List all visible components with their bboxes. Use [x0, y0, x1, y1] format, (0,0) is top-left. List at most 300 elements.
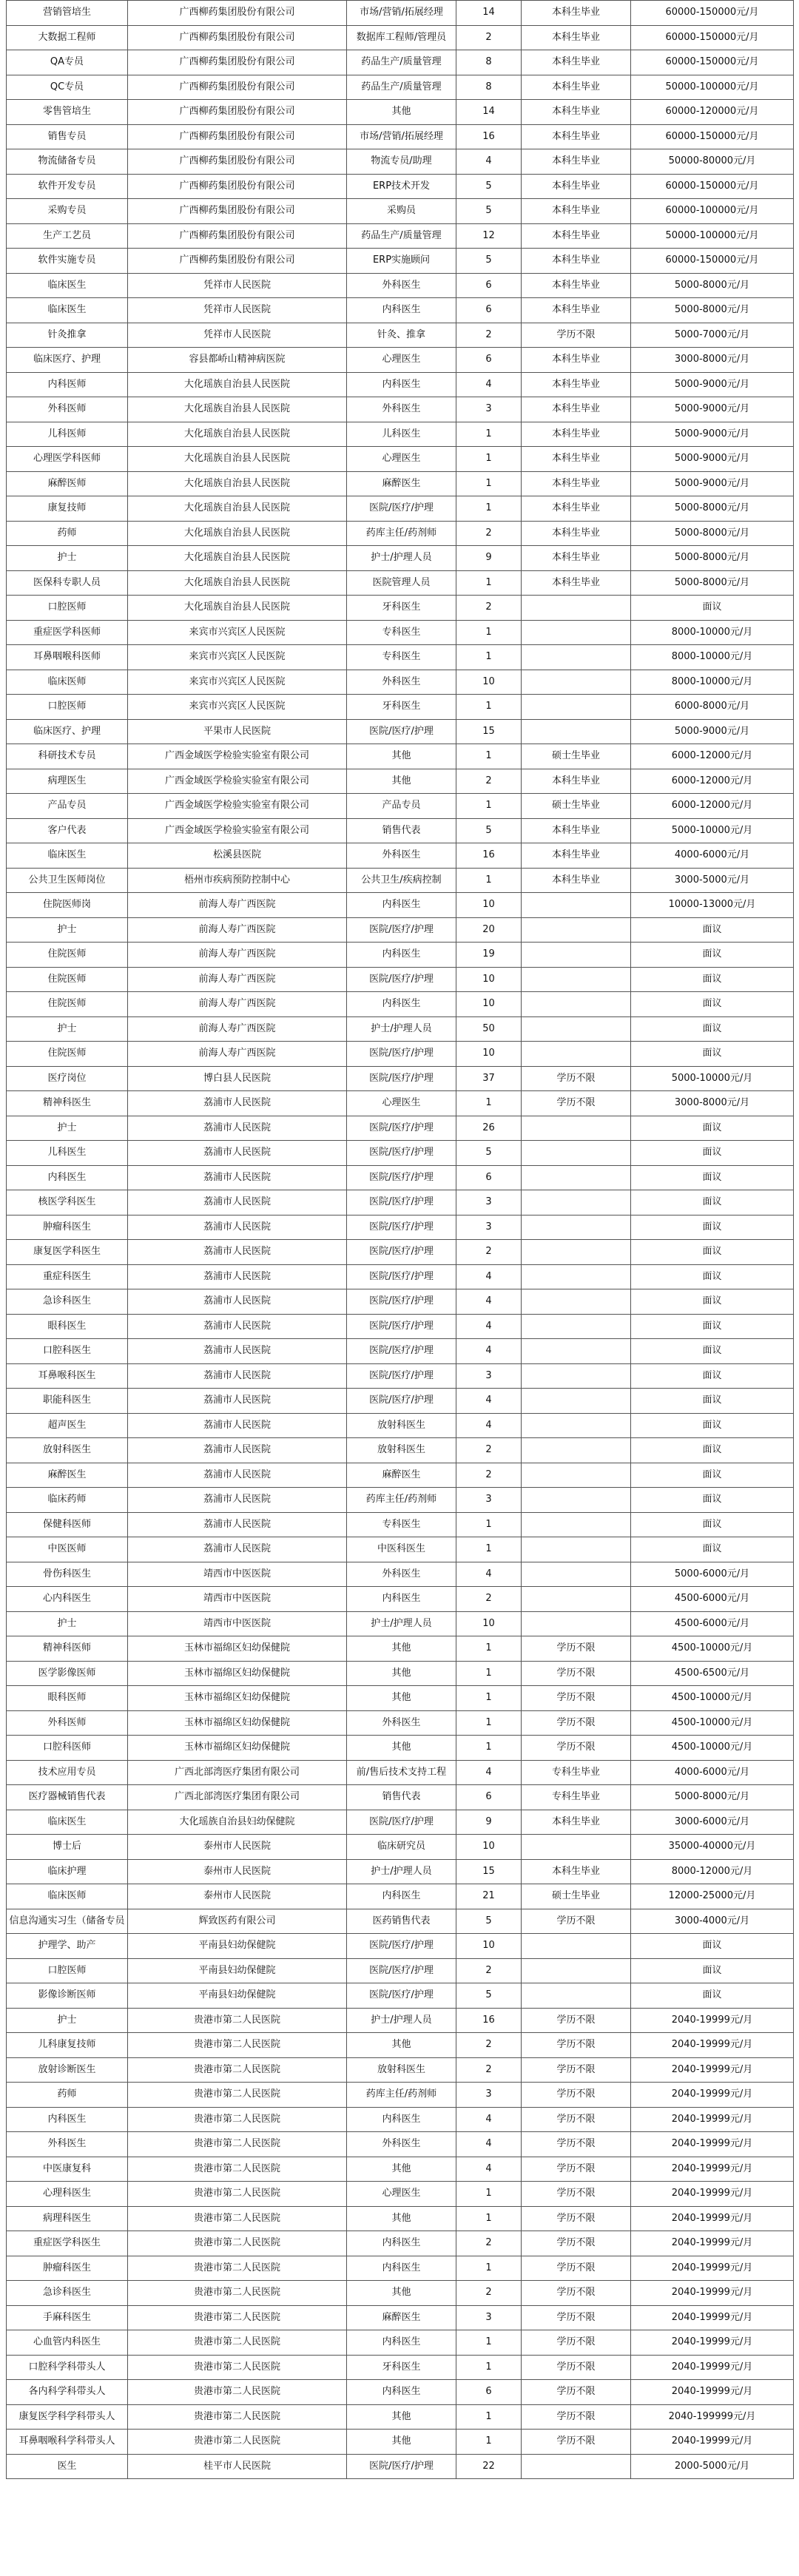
headcount-cell: 16: [456, 124, 522, 149]
education-cell: 硕士生毕业: [522, 1884, 631, 1909]
headcount-cell: 1: [456, 645, 522, 670]
table-row: [7, 2330, 794, 2356]
job-title-cell: 临床医疗、护理: [7, 719, 128, 744]
table-row: [7, 843, 794, 869]
education-cell: 学历不限: [522, 2206, 631, 2231]
table-row: [7, 1363, 794, 1389]
category-cell: 牙科医生: [347, 695, 456, 720]
employer-cell: 前海人寿广西医院: [128, 893, 347, 918]
category-cell: 内科医生: [347, 372, 456, 397]
employer-cell: 荔浦市人民医院: [128, 1438, 347, 1463]
category-cell: 药品生产/质量管理: [347, 75, 456, 100]
education-cell: 本科生毕业: [522, 769, 631, 794]
employer-cell: 大化瑶族自治县人民医院: [128, 422, 347, 447]
education-cell: 学历不限: [522, 2305, 631, 2330]
salary-cell: 5000-7000元/月: [631, 323, 794, 348]
job-title-cell: 康复医学科医生: [7, 1240, 128, 1265]
table-row: [7, 1512, 794, 1537]
table-row: [7, 2256, 794, 2281]
headcount-cell: 2: [456, 25, 522, 50]
salary-cell: 2040-19999元/月: [631, 2281, 794, 2306]
salary-cell: 面议: [631, 967, 794, 992]
employer-cell: 广西柳药集团股份有限公司: [128, 249, 347, 274]
table-row: [7, 1116, 794, 1141]
education-cell: 本科生毕业: [522, 298, 631, 323]
education-cell: [522, 1042, 631, 1067]
table-row: [7, 2033, 794, 2058]
table-row: [7, 1, 794, 26]
table-row: [7, 967, 794, 992]
employer-cell: 靖西市中医医院: [128, 1611, 347, 1636]
headcount-cell: 15: [456, 1859, 522, 1884]
education-cell: 本科生毕业: [522, 1810, 631, 1835]
education-cell: 本科生毕业: [522, 100, 631, 125]
job-title-cell: 手麻科医生: [7, 2305, 128, 2330]
category-cell: 医院/医疗/护理: [347, 1042, 456, 1067]
headcount-cell: 6: [456, 273, 522, 298]
headcount-cell: 10: [456, 1934, 522, 1959]
category-cell: 其他: [347, 2157, 456, 2182]
employer-cell: 泰州市人民医院: [128, 1884, 347, 1909]
education-cell: [522, 1488, 631, 1513]
employer-cell: 贵港市第二人民医院: [128, 2083, 347, 2108]
salary-cell: 面议: [631, 1512, 794, 1537]
salary-cell: 面议: [631, 1264, 794, 1289]
job-title-cell: 重症医学科医师: [7, 620, 128, 645]
education-cell: [522, 620, 631, 645]
employer-cell: 容县都峤山精神病医院: [128, 348, 347, 373]
job-title-cell: 针灸推拿: [7, 323, 128, 348]
job-title-cell: 住院医师: [7, 1042, 128, 1067]
employer-cell: 来宾市兴宾区人民医院: [128, 620, 347, 645]
employer-cell: 贵港市第二人民医院: [128, 2033, 347, 2058]
salary-cell: 8000-10000元/月: [631, 670, 794, 695]
employer-cell: 大化瑶族自治县人民医院: [128, 546, 347, 571]
education-cell: [522, 1016, 631, 1042]
table-row: [7, 2355, 794, 2380]
category-cell: 市场/营销/拓展经理: [347, 124, 456, 149]
education-cell: 本科生毕业: [522, 868, 631, 893]
headcount-cell: 9: [456, 1810, 522, 1835]
job-title-cell: 医疗岗位: [7, 1066, 128, 1091]
salary-cell: 2040-19999元/月: [631, 2083, 794, 2108]
headcount-cell: 1: [456, 1537, 522, 1562]
table-row: [7, 1859, 794, 1884]
headcount-cell: 2: [456, 1958, 522, 1983]
headcount-cell: 2: [456, 1240, 522, 1265]
salary-cell: 5000-8000元/月: [631, 570, 794, 596]
category-cell: 药品生产/质量管理: [347, 50, 456, 75]
category-cell: 其他: [347, 2033, 456, 2058]
employer-cell: 广西柳药集团股份有限公司: [128, 25, 347, 50]
table-row: [7, 596, 794, 621]
table-row: [7, 868, 794, 893]
category-cell: 物流专员/助理: [347, 149, 456, 175]
category-cell: 医院/医疗/护理: [347, 2454, 456, 2479]
job-title-cell: 软件开发专员: [7, 174, 128, 199]
salary-cell: 2040-199999元/月: [631, 2404, 794, 2430]
category-cell: 医院/医疗/护理: [347, 967, 456, 992]
education-cell: 本科生毕业: [522, 843, 631, 869]
education-cell: [522, 1537, 631, 1562]
salary-cell: 2040-19999元/月: [631, 2206, 794, 2231]
table-row: [7, 2231, 794, 2256]
education-cell: 学历不限: [522, 2355, 631, 2380]
education-cell: [522, 1512, 631, 1537]
salary-cell: 60000-150000元/月: [631, 50, 794, 75]
education-cell: [522, 1389, 631, 1414]
employer-cell: 贵港市第二人民医院: [128, 2057, 347, 2083]
table-row: [7, 422, 794, 447]
salary-cell: 60000-150000元/月: [631, 249, 794, 274]
headcount-cell: 10: [456, 1611, 522, 1636]
education-cell: 本科生毕业: [522, 397, 631, 422]
table-row: [7, 2107, 794, 2132]
headcount-cell: 5: [456, 199, 522, 224]
salary-cell: 8000-10000元/月: [631, 620, 794, 645]
job-title-cell: 麻醉医师: [7, 471, 128, 496]
table-row: [7, 1389, 794, 1414]
category-cell: 内科医生: [347, 2256, 456, 2281]
employer-cell: 贵港市第二人民医院: [128, 2107, 347, 2132]
job-title-cell: 住院医师: [7, 992, 128, 1017]
salary-cell: 2040-19999元/月: [631, 2157, 794, 2182]
job-title-cell: 心理科医生: [7, 2182, 128, 2207]
table-row: [7, 645, 794, 670]
education-cell: 本科生毕业: [522, 348, 631, 373]
employer-cell: 贵港市第二人民医院: [128, 2182, 347, 2207]
category-cell: 医院/医疗/护理: [347, 1264, 456, 1289]
job-title-cell: 住院医师: [7, 943, 128, 968]
table-row: [7, 546, 794, 571]
job-title-cell: 口腔科医生: [7, 1339, 128, 1364]
category-cell: 牙科医生: [347, 2355, 456, 2380]
education-cell: 本科生毕业: [522, 25, 631, 50]
headcount-cell: 50: [456, 1016, 522, 1042]
table-row: [7, 2404, 794, 2430]
education-cell: [522, 893, 631, 918]
table-row: [7, 1264, 794, 1289]
employer-cell: 广西金域医学检验实验室有限公司: [128, 818, 347, 843]
table-row: [7, 348, 794, 373]
table-row: [7, 1983, 794, 2009]
education-cell: [522, 719, 631, 744]
employer-cell: 广西柳药集团股份有限公司: [128, 75, 347, 100]
job-title-cell: 康复医学科学科带头人: [7, 2404, 128, 2430]
headcount-cell: 15: [456, 719, 522, 744]
job-title-cell: 各内科学科带头人: [7, 2380, 128, 2405]
job-title-cell: 口腔医师: [7, 1958, 128, 1983]
employer-cell: 广西金域医学检验实验室有限公司: [128, 769, 347, 794]
salary-cell: 面议: [631, 1958, 794, 1983]
education-cell: [522, 1215, 631, 1240]
job-title-cell: 肿瘤科医生: [7, 2256, 128, 2281]
education-cell: 本科生毕业: [522, 1859, 631, 1884]
salary-cell: 5000-8000元/月: [631, 496, 794, 522]
employer-cell: 玉林市福绵区妇幼保健院: [128, 1636, 347, 1662]
employer-cell: 荔浦市人民医院: [128, 1413, 347, 1438]
salary-cell: 面议: [631, 1240, 794, 1265]
headcount-cell: 14: [456, 100, 522, 125]
employer-cell: 荔浦市人民医院: [128, 1363, 347, 1389]
salary-cell: 4500-10000元/月: [631, 1736, 794, 1761]
table-row: [7, 1810, 794, 1835]
salary-cell: 2040-19999元/月: [631, 2033, 794, 2058]
employer-cell: 贵港市第二人民医院: [128, 2256, 347, 2281]
education-cell: [522, 1363, 631, 1389]
education-cell: [522, 992, 631, 1017]
table-row: [7, 496, 794, 522]
employer-cell: 贵港市第二人民医院: [128, 2281, 347, 2306]
employer-cell: 前海人寿广西医院: [128, 917, 347, 943]
headcount-cell: 3: [456, 2083, 522, 2108]
category-cell: 其他: [347, 1636, 456, 1662]
headcount-cell: 16: [456, 843, 522, 869]
education-cell: 学历不限: [522, 2430, 631, 2455]
education-cell: [522, 695, 631, 720]
employer-cell: 荔浦市人民医院: [128, 1091, 347, 1116]
table-row: [7, 2281, 794, 2306]
headcount-cell: 2: [456, 521, 522, 546]
category-cell: 采购员: [347, 199, 456, 224]
job-title-cell: 护士: [7, 2008, 128, 2033]
table-row: [7, 174, 794, 199]
salary-cell: 面议: [631, 917, 794, 943]
category-cell: 医院/医疗/护理: [347, 1983, 456, 2009]
category-cell: 市场/营销/拓展经理: [347, 1, 456, 26]
salary-cell: 面议: [631, 1141, 794, 1166]
category-cell: 心理医生: [347, 1091, 456, 1116]
salary-cell: 5000-9000元/月: [631, 471, 794, 496]
salary-cell: 8000-12000元/月: [631, 1859, 794, 1884]
headcount-cell: 10: [456, 992, 522, 1017]
salary-cell: 35000-40000元/月: [631, 1835, 794, 1860]
category-cell: 医药销售代表: [347, 1909, 456, 1934]
salary-cell: 50000-80000元/月: [631, 149, 794, 175]
salary-cell: 2040-19999元/月: [631, 2305, 794, 2330]
category-cell: 销售代表: [347, 1785, 456, 1810]
headcount-cell: 14: [456, 1, 522, 26]
employer-cell: 荔浦市人民医院: [128, 1537, 347, 1562]
category-cell: 外科医生: [347, 1562, 456, 1587]
employer-cell: 广西金域医学检验实验室有限公司: [128, 744, 347, 769]
category-cell: 医院/医疗/护理: [347, 1215, 456, 1240]
salary-cell: 60000-150000元/月: [631, 174, 794, 199]
headcount-cell: 9: [456, 546, 522, 571]
table-row: [7, 2057, 794, 2083]
salary-cell: 4500-10000元/月: [631, 1636, 794, 1662]
employer-cell: 广西柳药集团股份有限公司: [128, 50, 347, 75]
headcount-cell: 6: [456, 348, 522, 373]
job-title-cell: 中医康复科: [7, 2157, 128, 2182]
headcount-cell: 3: [456, 1190, 522, 1215]
employer-cell: 大化瑶族自治县人民医院: [128, 372, 347, 397]
category-cell: 数据库工程师/管理员: [347, 25, 456, 50]
job-title-cell: 儿科康复技师: [7, 2033, 128, 2058]
employer-cell: 荔浦市人民医院: [128, 1289, 347, 1315]
salary-cell: 面议: [631, 1016, 794, 1042]
job-title-cell: 儿科医生: [7, 1141, 128, 1166]
table-row: [7, 2454, 794, 2479]
job-title-cell: 销售专员: [7, 124, 128, 149]
salary-cell: 5000-8000元/月: [631, 273, 794, 298]
salary-cell: 2040-19999元/月: [631, 2107, 794, 2132]
salary-cell: 2040-19999元/月: [631, 2330, 794, 2356]
job-title-cell: 重症医学科医生: [7, 2231, 128, 2256]
job-title-cell: 重症科医生: [7, 1264, 128, 1289]
category-cell: 医院/医疗/护理: [347, 1934, 456, 1959]
employer-cell: 大化瑶族自治县人民医院: [128, 447, 347, 472]
employer-cell: 凭祥市人民医院: [128, 273, 347, 298]
employer-cell: 大化瑶族自治县人民医院: [128, 596, 347, 621]
category-cell: 放射科医生: [347, 2057, 456, 2083]
education-cell: 本科生毕业: [522, 546, 631, 571]
table-row: [7, 149, 794, 175]
job-title-cell: QA专员: [7, 50, 128, 75]
category-cell: 医院/医疗/护理: [347, 719, 456, 744]
job-title-cell: 科研技术专员: [7, 744, 128, 769]
education-cell: [522, 1289, 631, 1315]
job-title-cell: 口腔科医师: [7, 1736, 128, 1761]
salary-cell: 2000-5000元/月: [631, 2454, 794, 2479]
headcount-cell: 2: [456, 2281, 522, 2306]
headcount-cell: 4: [456, 1413, 522, 1438]
education-cell: 本科生毕业: [522, 372, 631, 397]
table-row: [7, 1240, 794, 1265]
job-title-cell: 精神科医师: [7, 1636, 128, 1662]
headcount-cell: 4: [456, 1562, 522, 1587]
headcount-cell: 2: [456, 769, 522, 794]
table-row: [7, 1835, 794, 1860]
employer-cell: 靖西市中医医院: [128, 1587, 347, 1612]
headcount-cell: 2: [456, 2231, 522, 2256]
category-cell: 麻醉医生: [347, 1463, 456, 1488]
education-cell: [522, 596, 631, 621]
salary-cell: 面议: [631, 1314, 794, 1339]
employer-cell: 松溪县医院: [128, 843, 347, 869]
employer-cell: 贵港市第二人民医院: [128, 2380, 347, 2405]
salary-cell: 面议: [631, 1389, 794, 1414]
employer-cell: 荔浦市人民医院: [128, 1190, 347, 1215]
category-cell: 医院/医疗/护理: [347, 1810, 456, 1835]
job-title-cell: 药师: [7, 2083, 128, 2108]
table-row: [7, 1190, 794, 1215]
salary-cell: 面议: [631, 1934, 794, 1959]
salary-cell: 5000-10000元/月: [631, 1066, 794, 1091]
employer-cell: 荔浦市人民医院: [128, 1512, 347, 1537]
category-cell: ERP技术开发: [347, 174, 456, 199]
salary-cell: 面议: [631, 943, 794, 968]
salary-cell: 5000-9000元/月: [631, 719, 794, 744]
category-cell: 公共卫生/疾病控制: [347, 868, 456, 893]
category-cell: 医院/医疗/护理: [347, 917, 456, 943]
employer-cell: 荔浦市人民医院: [128, 1165, 347, 1190]
category-cell: 专科医生: [347, 1512, 456, 1537]
salary-cell: 8000-10000元/月: [631, 645, 794, 670]
job-title-cell: 护士: [7, 546, 128, 571]
employer-cell: 贵港市第二人民医院: [128, 2355, 347, 2380]
job-title-cell: 急诊科医生: [7, 2281, 128, 2306]
job-title-cell: 外科医师: [7, 1710, 128, 1736]
salary-cell: 50000-100000元/月: [631, 223, 794, 249]
employer-cell: 靖西市中医医院: [128, 1562, 347, 1587]
table-row: [7, 1661, 794, 1686]
category-cell: 医院/医疗/护理: [347, 1240, 456, 1265]
employer-cell: 荔浦市人民医院: [128, 1314, 347, 1339]
salary-cell: 5000-8000元/月: [631, 546, 794, 571]
education-cell: [522, 1339, 631, 1364]
education-cell: 学历不限: [522, 2330, 631, 2356]
salary-cell: 6000-8000元/月: [631, 695, 794, 720]
headcount-cell: 10: [456, 1042, 522, 1067]
category-cell: 外科医生: [347, 273, 456, 298]
job-title-cell: 保健科医师: [7, 1512, 128, 1537]
job-title-cell: 信息沟通实习生（储备专员: [7, 1909, 128, 1934]
salary-cell: 3000-8000元/月: [631, 348, 794, 373]
headcount-cell: 2: [456, 1463, 522, 1488]
employer-cell: 广西柳药集团股份有限公司: [128, 124, 347, 149]
job-title-cell: 博士后: [7, 1835, 128, 1860]
salary-cell: 面议: [631, 1339, 794, 1364]
table-row: [7, 992, 794, 1017]
salary-cell: 50000-100000元/月: [631, 75, 794, 100]
headcount-cell: 1: [456, 1091, 522, 1116]
table-row: [7, 100, 794, 125]
salary-cell: 2040-19999元/月: [631, 2008, 794, 2033]
table-row: [7, 1314, 794, 1339]
table-row: [7, 1042, 794, 1067]
salary-cell: 2040-19999元/月: [631, 2256, 794, 2281]
headcount-cell: 1: [456, 620, 522, 645]
job-title-cell: 麻醉医生: [7, 1463, 128, 1488]
table-row: [7, 2008, 794, 2033]
job-title-cell: 护理学、助产: [7, 1934, 128, 1959]
headcount-cell: 21: [456, 1884, 522, 1909]
employer-cell: 广西金域医学检验实验室有限公司: [128, 794, 347, 819]
salary-cell: 60000-150000元/月: [631, 25, 794, 50]
category-cell: 销售代表: [347, 818, 456, 843]
category-cell: 内科医生: [347, 1587, 456, 1612]
salary-cell: 4500-6500元/月: [631, 1661, 794, 1686]
education-cell: 硕士生毕业: [522, 794, 631, 819]
employer-cell: 广西柳药集团股份有限公司: [128, 149, 347, 175]
education-cell: 学历不限: [522, 2182, 631, 2207]
job-title-cell: 肿瘤科医生: [7, 1215, 128, 1240]
headcount-cell: 1: [456, 447, 522, 472]
table-row: [7, 1884, 794, 1909]
table-row: [7, 1736, 794, 1761]
job-title-cell: 核医学科医生: [7, 1190, 128, 1215]
employer-cell: 贵港市第二人民医院: [128, 2132, 347, 2157]
category-cell: ERP实施顾问: [347, 249, 456, 274]
education-cell: 本科生毕业: [522, 149, 631, 175]
table-row: [7, 893, 794, 918]
table-row: [7, 75, 794, 100]
category-cell: 心理医生: [347, 447, 456, 472]
table-row: [7, 2157, 794, 2182]
salary-cell: 4000-6000元/月: [631, 843, 794, 869]
headcount-cell: 37: [456, 1066, 522, 1091]
headcount-cell: 1: [456, 695, 522, 720]
employer-cell: 贵港市第二人民医院: [128, 2430, 347, 2455]
job-title-cell: 临床医疗、护理: [7, 348, 128, 373]
headcount-cell: 1: [456, 570, 522, 596]
table-row: [7, 818, 794, 843]
table-row: [7, 471, 794, 496]
category-cell: 其他: [347, 2430, 456, 2455]
headcount-cell: 2: [456, 2057, 522, 2083]
salary-cell: 2040-19999元/月: [631, 2380, 794, 2405]
